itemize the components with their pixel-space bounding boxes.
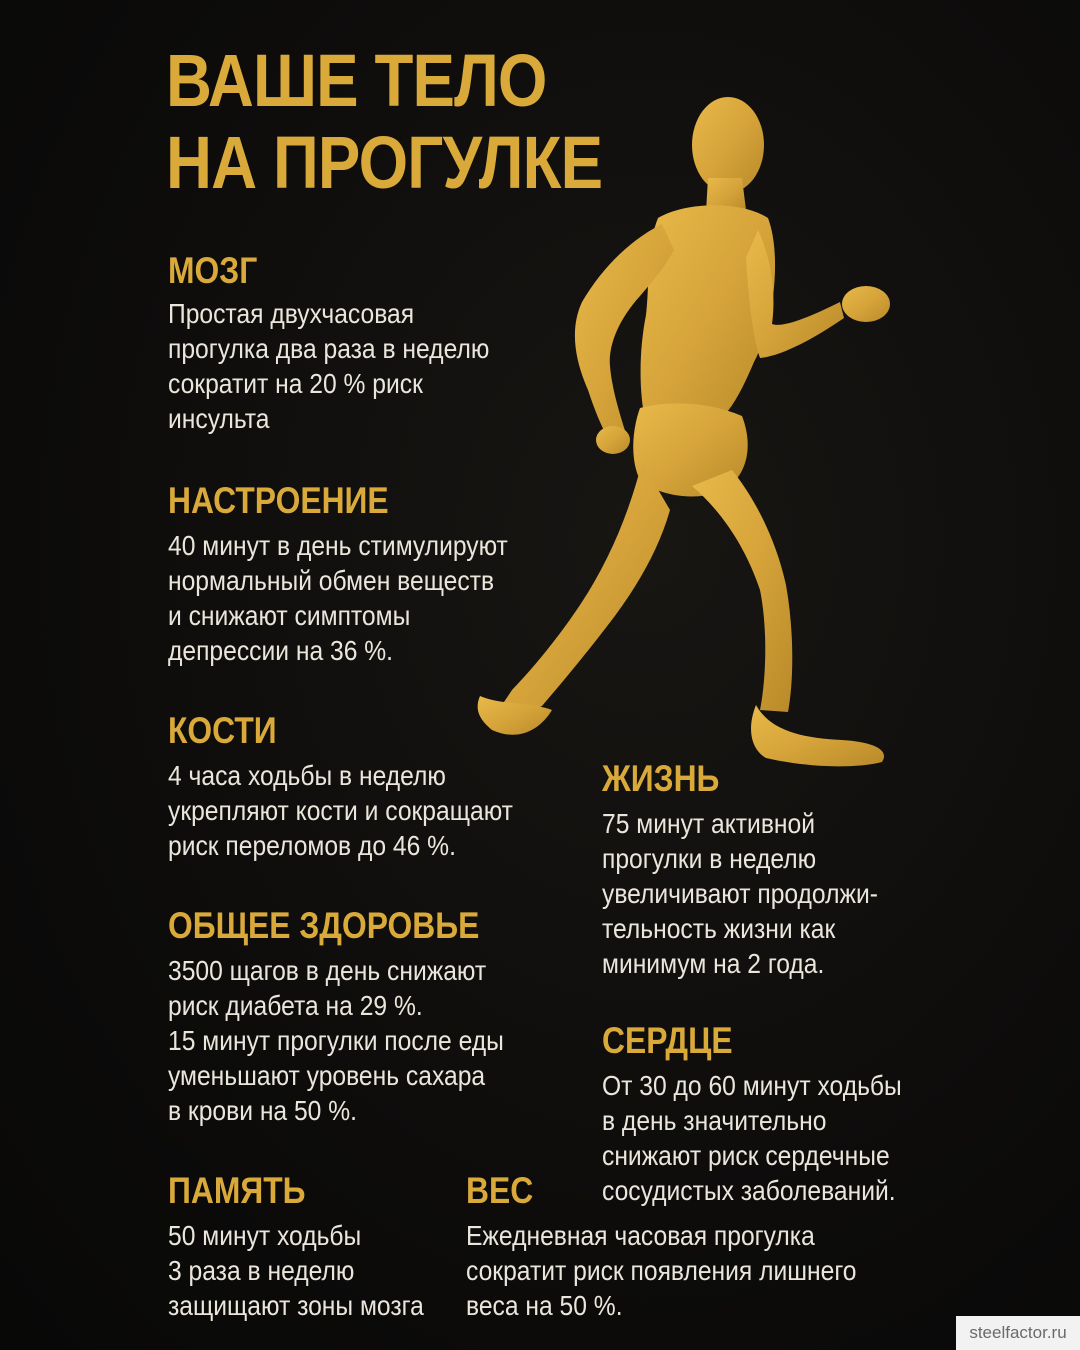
section-bones-text bbox=[168, 758, 513, 863]
title-line-2: НА ПРОГУЛКЕ bbox=[166, 121, 603, 204]
text-line: риск диабета на 29 %. bbox=[168, 990, 423, 1021]
section-life bbox=[602, 758, 916, 981]
section-brain bbox=[168, 250, 533, 436]
section-brain-text bbox=[168, 296, 489, 436]
section-mood-text bbox=[168, 528, 508, 668]
text-line: минимум на 2 года. bbox=[602, 948, 825, 979]
section-life-heading: ЖИЗНЬ bbox=[602, 758, 720, 799]
text-line: сосудистых заболеваний. bbox=[602, 1175, 896, 1206]
text-line: инсульта bbox=[168, 403, 270, 434]
text-line: снижают риск сердечные bbox=[602, 1140, 890, 1171]
text-line: веса на 50 %. bbox=[466, 1290, 623, 1321]
text-line: риск переломов до 46 %. bbox=[168, 830, 456, 861]
walking-man-icon bbox=[470, 90, 900, 780]
text-line: 3500 щагов в день снижают bbox=[168, 955, 487, 986]
text-line: сократит на 20 % риск bbox=[168, 368, 423, 399]
section-weight-text bbox=[466, 1218, 856, 1323]
text-line: сократит риск появления лишнего bbox=[466, 1255, 857, 1286]
section-bones bbox=[168, 710, 560, 863]
text-line: тельность жизни как bbox=[602, 913, 836, 944]
section-mood-heading: НАСТРОЕНИЕ bbox=[168, 480, 389, 521]
text-line: защищают зоны мозга bbox=[168, 1290, 424, 1321]
text-line: 4 часа ходьбы в неделю bbox=[168, 760, 446, 791]
text-line: 40 минут в день стимулируют bbox=[168, 530, 508, 561]
title-line-1: ВАШЕ ТЕЛО bbox=[166, 39, 547, 122]
text-line: Простая двухчасовая bbox=[168, 298, 415, 329]
text-line: 50 минут ходьбы bbox=[168, 1220, 362, 1251]
section-memory bbox=[168, 1170, 459, 1323]
text-line: От 30 до 60 минут ходьбы bbox=[602, 1070, 902, 1101]
text-line: 75 минут активной bbox=[602, 808, 816, 839]
text-line: в крови на 50 %. bbox=[168, 1095, 357, 1126]
section-weight-heading: ВЕС bbox=[466, 1170, 534, 1211]
section-mood bbox=[168, 480, 554, 668]
text-line: уменьшают уровень сахара bbox=[168, 1060, 486, 1091]
section-heart-heading: СЕРДЦЕ bbox=[602, 1020, 733, 1061]
text-line: и снижают симптомы bbox=[168, 600, 411, 631]
text-line: Ежедневная часовая прогулка bbox=[466, 1220, 815, 1251]
text-line: в день значительно bbox=[602, 1105, 827, 1136]
text-line: депрессии на 36 %. bbox=[168, 635, 394, 666]
text-line: увеличивают продолжи- bbox=[602, 878, 878, 909]
text-line: укрепляют кости и сокращают bbox=[168, 795, 513, 826]
text-line: прогулки в неделю bbox=[602, 843, 817, 874]
text-line: 15 минут прогулки после еды bbox=[168, 1025, 504, 1056]
section-memory-heading: ПАМЯТЬ bbox=[168, 1170, 306, 1211]
text-line: 3 раза в неделю bbox=[168, 1255, 355, 1286]
section-life-text bbox=[602, 806, 878, 981]
section-weight bbox=[466, 1170, 910, 1323]
section-general-health bbox=[168, 905, 550, 1128]
text-line: нормальный обмен веществ bbox=[168, 565, 495, 596]
section-health-text bbox=[168, 953, 504, 1128]
section-brain-heading: МОЗГ bbox=[168, 250, 258, 291]
watermark: steelfactor.ru bbox=[956, 1316, 1080, 1350]
text-line: прогулка два раза в неделю bbox=[168, 333, 490, 364]
section-health-heading: ОБЩЕЕ ЗДОРОВЬЕ bbox=[168, 905, 480, 946]
section-memory-text bbox=[168, 1218, 424, 1323]
section-bones-heading: КОСТИ bbox=[168, 710, 277, 751]
